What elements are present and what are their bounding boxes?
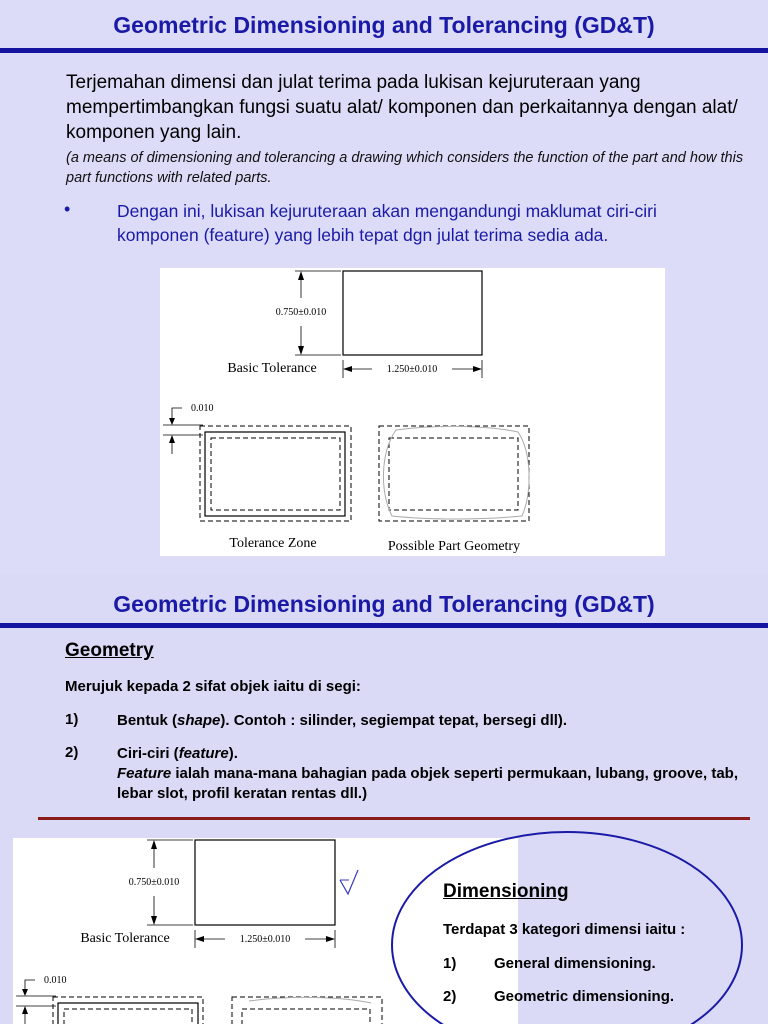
definition-translation: (a means of dimensioning and tolerancing a drawing which considers the function of the part and how this part functions with related parts.	[66, 150, 744, 186]
width-dimension-label: 1.250±0.010	[386, 364, 438, 375]
dimensioning-intro: Terdapat 3 kategori dimensi iaitu :	[443, 921, 686, 938]
tolerance-diagram	[160, 268, 665, 556]
dimensioning-item: Geometric dimensioning.	[494, 988, 675, 1005]
dimensioning-item: General dimensioning.	[494, 955, 656, 972]
slide-title: Geometric Dimensioning and Tolerancing (GD&T)	[113, 12, 655, 38]
height-dimension-label: 0.750±0.010	[275, 307, 327, 318]
geometry-item-shape: Bentuk (shape). Contoh : silinder, segiempat tepat, bersegi dll).	[117, 712, 568, 729]
width-dimension-label: 1.250±0.010	[239, 934, 291, 945]
geometry-intro: Merujuk kepada 2 sifat objek iaitu di segi:	[65, 678, 361, 695]
tolerance-zone-label: Tolerance Zone	[229, 536, 317, 551]
title-rule	[0, 48, 768, 53]
item-number: 2)	[65, 744, 79, 761]
tolerance-value-label: 0.010	[44, 975, 67, 986]
dimensioning-heading: Dimensioning	[443, 881, 569, 902]
geometry-item-feature: Ciri-ciri (feature). Feature ialah mana-mana bahagian pada objek seperti permukaan, lubang, groove, tab, lebar slot, profil keratan rentas dll.)	[117, 745, 739, 802]
slide-title: Geometric Dimensioning and Tolerancing (GD&T)	[113, 591, 655, 617]
possible-geometry-label: Possible Part Geometry	[387, 539, 521, 554]
section-divider	[38, 817, 750, 820]
height-dimension-label: 0.750±0.010	[128, 877, 180, 888]
basic-tolerance-label: Basic Tolerance	[227, 361, 317, 376]
tolerance-figure	[160, 268, 665, 556]
bullet-icon: •	[64, 199, 71, 219]
definition-paragraph: Terjemahan dimensi dan julat terima pada lukisan kejuruteraan yang mempertimbangkan fungsi suatu alat/ komponen dan perkaitannya dengan alat/ komponen yang lain.	[66, 72, 738, 143]
item-number: 1)	[443, 955, 457, 972]
check-icon	[340, 870, 358, 894]
item-number: 1)	[65, 711, 79, 728]
bullet-text: Dengan ini, lukisan kejuruteraan akan mengandungi maklumat ciri-ciri komponen (feature) yang lebih tepat dgn julat terima sedia ada.	[117, 201, 657, 245]
basic-tolerance-label: Basic Tolerance	[80, 931, 170, 946]
slide-2	[0, 575, 768, 1024]
tolerance-value-label: 0.010	[191, 403, 214, 414]
geometry-heading: Geometry	[65, 640, 154, 661]
title-rule	[0, 623, 768, 628]
basic-rectangle	[343, 271, 482, 355]
item-number: 2)	[443, 988, 457, 1005]
